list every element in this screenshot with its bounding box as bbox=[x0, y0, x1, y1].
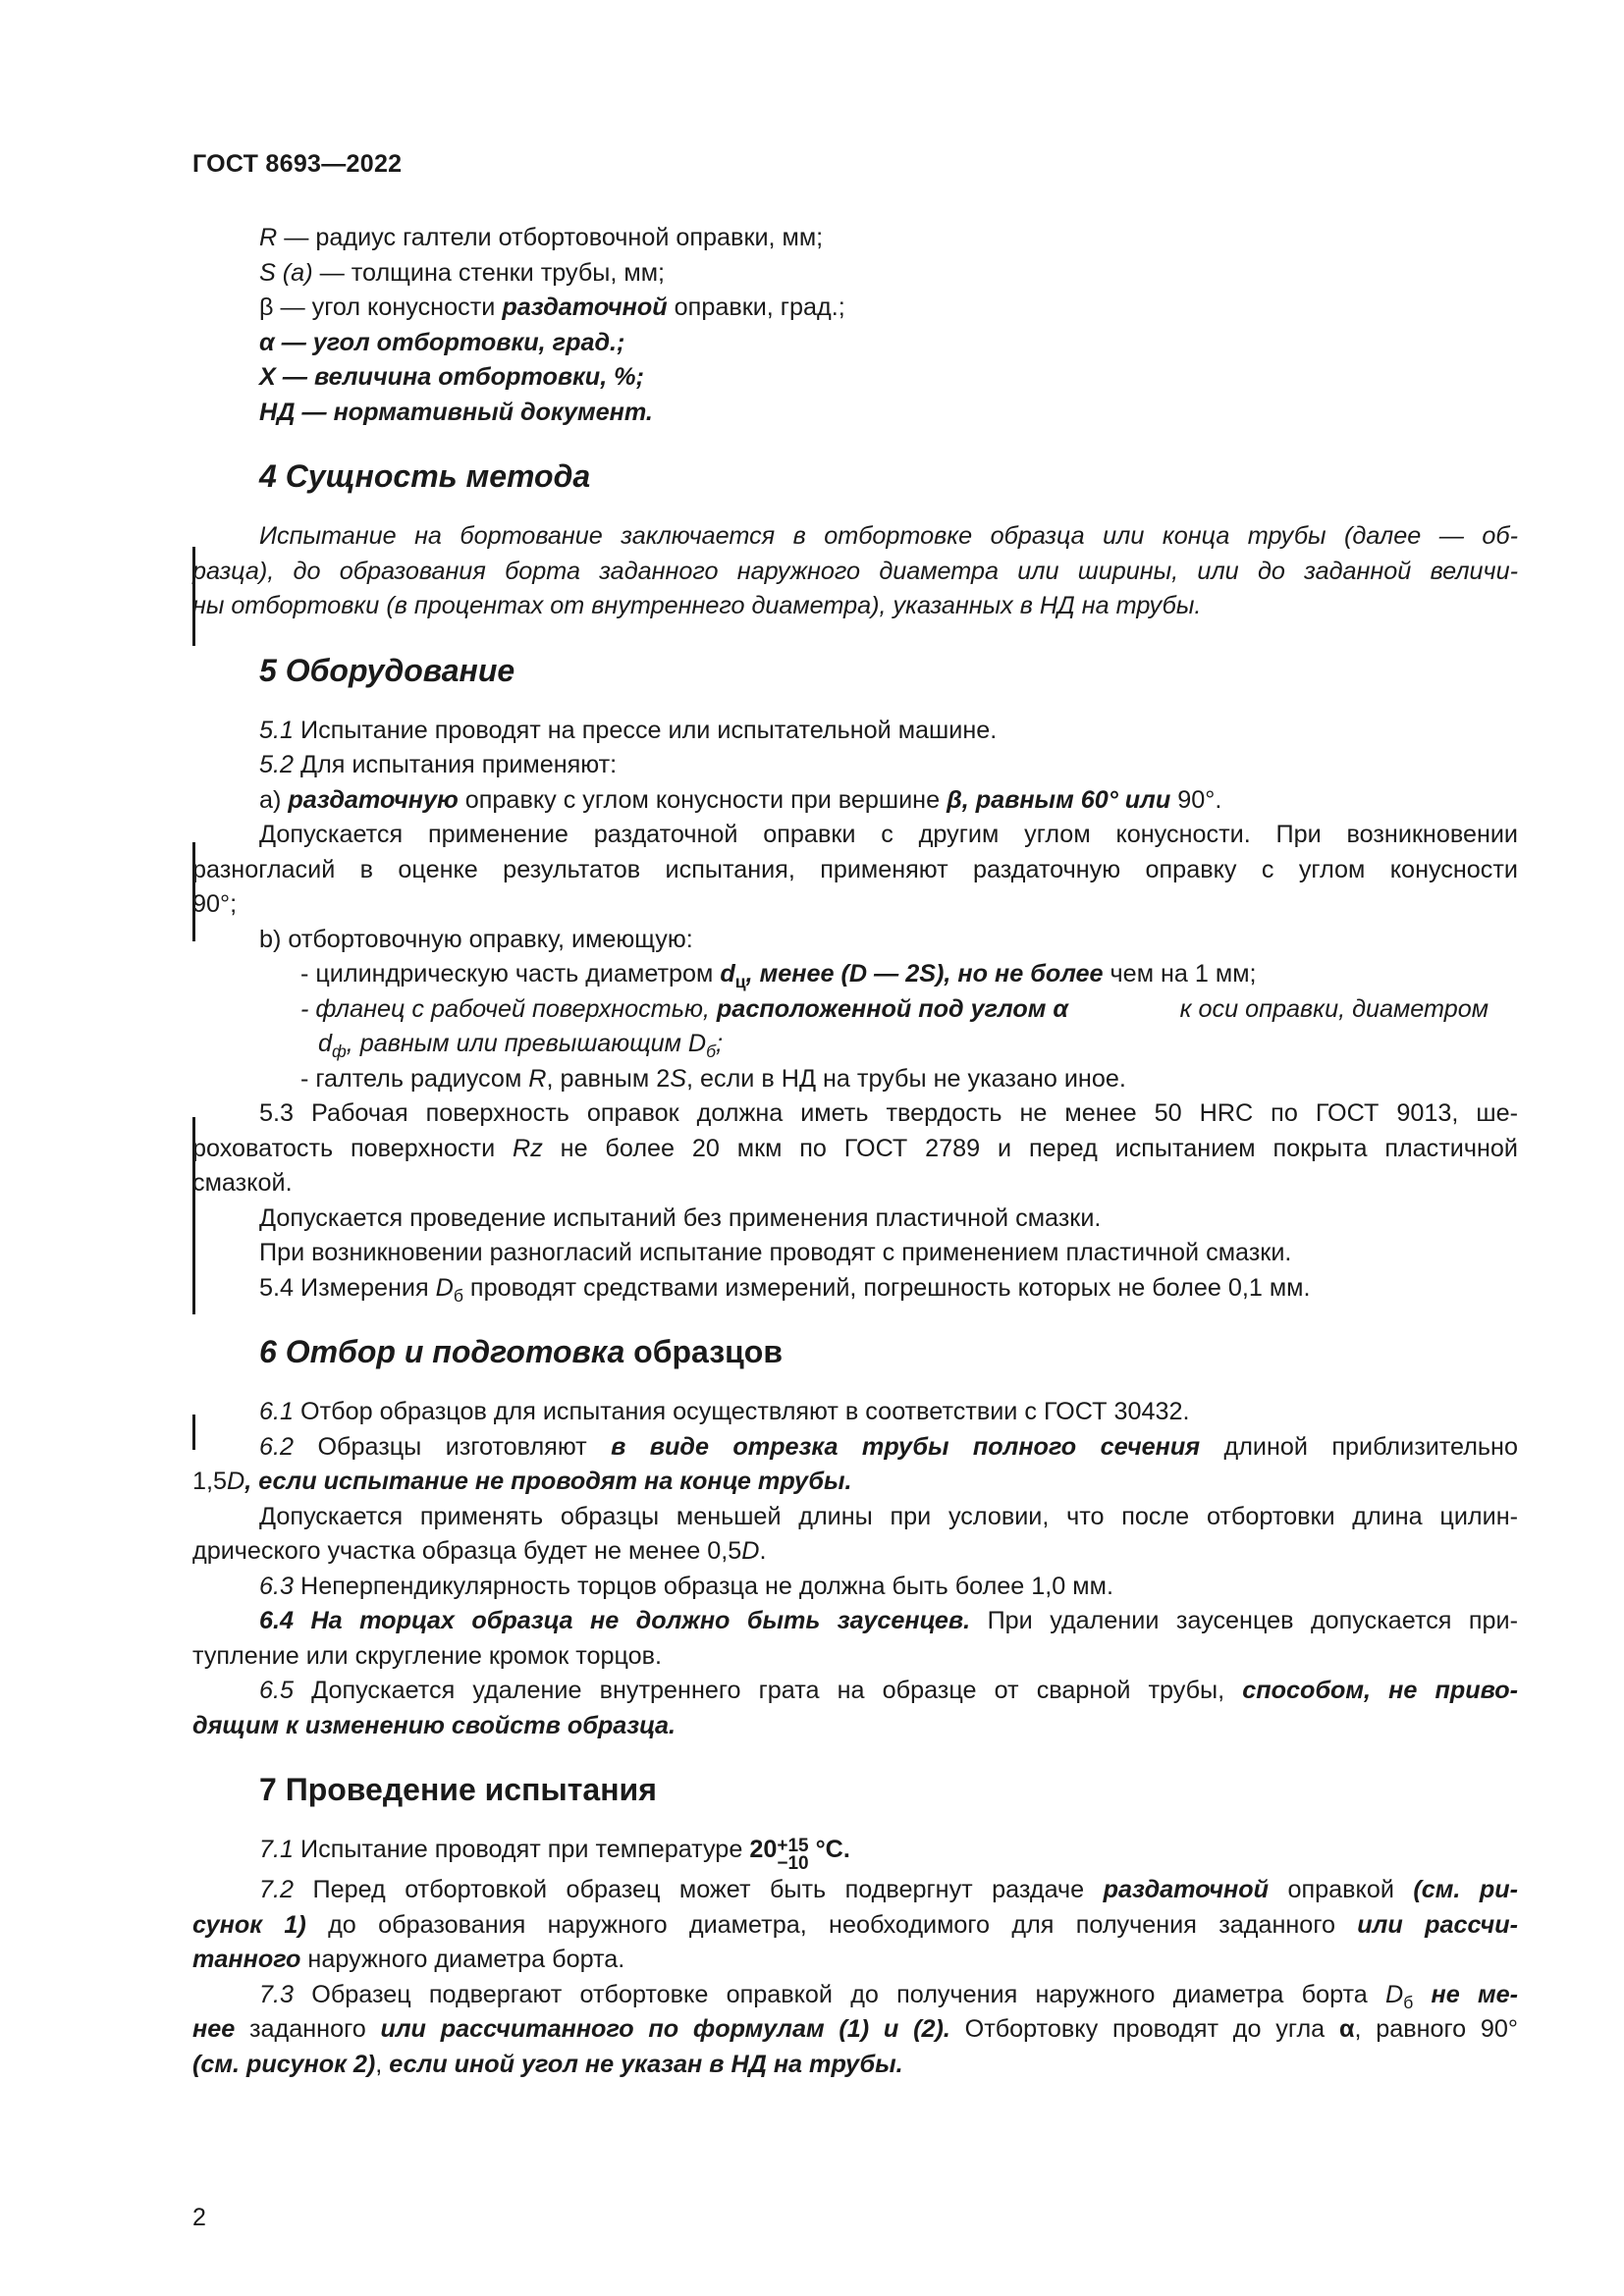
definition-item: R — радиус галтели отбортовочной оправки, мм; bbox=[259, 224, 824, 251]
paragraph-line: Допускается применение раздаточной оправки с другим углом конусности. При возникновении bbox=[259, 821, 1518, 848]
definition-item: НД — нормативный документ. bbox=[259, 398, 653, 426]
clause-7-3: 7.3 Образец подвергают отбортовке оправкой до получения наружного диаметра борта $D_б$ не ме- bbox=[259, 1980, 1518, 2012]
paragraph-line: Допускается применять образцы меньшей длины при условии, что после отбортовки длина цилин- bbox=[259, 1502, 1518, 1530]
temperature-tolerance: +15 −10 bbox=[777, 1836, 809, 1874]
paragraph-line: сунок 1) до образования наружного диаметра, необходимого для получения заданного или рассчи- bbox=[192, 1910, 1518, 1939]
paragraph-line: роховатость поверхности Rz не более 20 мкм по ГОСТ 2789 и перед испытанием покрыта пластичной bbox=[192, 1134, 1518, 1162]
paragraph-line: 1,5D, если испытание не проводят на конце трубы. bbox=[192, 1468, 852, 1495]
definition-item: β — угол конусности раздаточной оправки, град.; bbox=[259, 294, 845, 321]
section-4-heading: 4 Сущность метода bbox=[259, 458, 591, 494]
sub-item: - цилиндрическую часть диаметром $d_ц$, менее (D — 2S), но не более чем на 1 мм; bbox=[300, 960, 1257, 991]
paragraph-line: дящим к изменению свойств образца. bbox=[192, 1711, 677, 1739]
paragraph-line: смазкой. bbox=[192, 1169, 293, 1197]
section-7-heading: 7 Проведение испытания bbox=[259, 1772, 657, 1807]
clause-6-3: 6.3 Неперпендикулярность торцов образца не должна быть более 1,0 мм. bbox=[259, 1572, 1113, 1600]
section-5-heading: 5 Оборудование bbox=[259, 652, 515, 688]
definitions-list bbox=[192, 221, 1518, 430]
paragraph-line: 90°; bbox=[192, 890, 238, 918]
clause-7-1: 7.1 Испытание проводят при температуре 20 +15 −10 °С. bbox=[259, 1836, 850, 1874]
clause-5-1: 5.1 Испытание проводят на прессе или испытательной машине. bbox=[259, 716, 998, 744]
paragraph-line: нее заданного или рассчитанного по формулам (1) и (2). Отбортовку проводят до угла α, равного 90° bbox=[192, 2015, 1519, 2043]
paragraph-line: Испытание на бортование заключается в отбортовке образца или конца трубы (далее — об- bbox=[259, 522, 1518, 550]
sub-item: - фланец с рабочей поверхностью, расположенной под углом α к оси оправки, диаметром bbox=[300, 994, 1489, 1023]
paragraph-line: дрического участка образца будет не менее 0,5D. bbox=[192, 1537, 767, 1565]
list-item-b: b) отбортовочную оправку, имеющую: bbox=[259, 925, 693, 953]
paragraph-line: тупление или скругление кромок торцов. bbox=[192, 1641, 663, 1670]
paragraph-line: разца), до образования борта заданного наружного диаметра или ширины, или до заданной величи- bbox=[192, 557, 1518, 585]
section-6-heading: 6 Отбор и подготовка образцов bbox=[259, 1334, 784, 1369]
sub-item-cont: $d_ф$, равным или превышающим $D_б$; bbox=[318, 1030, 724, 1061]
paragraph-line: Допускается проведение испытаний без применения пластичной смазки. bbox=[259, 1203, 1102, 1232]
paragraph-line: разногласий в оценке результатов испытания, применяют раздаточную оправку с углом конусности bbox=[192, 855, 1518, 883]
clause-5-2: 5.2 Для испытания применяют: bbox=[259, 751, 618, 778]
clause-6-2: 6.2 Образцы изготовляют в виде отрезка трубы полного сечения длиной приблизительно bbox=[259, 1432, 1518, 1461]
definition-item: S (a) — толщина стенки трубы, мм; bbox=[259, 258, 666, 287]
clause-7-2: 7.2 Перед отбортовкой образец может быть подвергнут раздаче раздаточной оправкой (см. ри- bbox=[259, 1876, 1519, 1903]
document-header: ГОСТ 8693—2022 bbox=[192, 150, 403, 178]
clause-6-4: 6.4 На торцах образца не должно быть заусенцев. При удалении заусенцев допускается при- bbox=[259, 1607, 1519, 1634]
paragraph-line: (см. рисунок 2), если иной угол не указан в НД на трубы. bbox=[192, 2050, 903, 2078]
clause-6-5: 6.5 Допускается удаление внутреннего грата на образце от сварной трубы, способом, не приво- bbox=[259, 1677, 1518, 1704]
list-item-a: a) раздаточную оправку с углом конусности при вершине β, равным 60° или 90°. bbox=[259, 785, 1222, 814]
clause-6-1: 6.1 Отбор образцов для испытания осуществляют в соответствии с ГОСТ 30432. bbox=[259, 1398, 1190, 1425]
clause-5-4: 5.4 Измерения $D_б$ проводят средствами измерений, погрешность которых не более 0,1 мм. bbox=[259, 1273, 1311, 1306]
page-number: 2 bbox=[192, 2204, 206, 2231]
clause-5-3: 5.3 Рабочая поверхность оправок должна иметь твердость не менее 50 HRC по ГОСТ 9013, ше- bbox=[259, 1099, 1518, 1127]
definition-item: α — угол отбортовки, град.; bbox=[259, 328, 625, 356]
sub-item: - галтель радиусом R, равным 2S, если в НД на трубы не указано иное. bbox=[300, 1064, 1126, 1093]
page-body bbox=[192, 221, 1518, 2082]
paragraph-line: ны отбортовки (в процентах от внутреннего диаметра), указанных в НД на трубы. bbox=[192, 592, 1202, 619]
paragraph-line: танного наружного диаметра борта. bbox=[192, 1946, 625, 1973]
definition-item: X — величина отбортовки, %; bbox=[259, 363, 644, 391]
paragraph-line: При возникновении разногласий испытание проводят с применением пластичной смазки. bbox=[259, 1239, 1292, 1266]
